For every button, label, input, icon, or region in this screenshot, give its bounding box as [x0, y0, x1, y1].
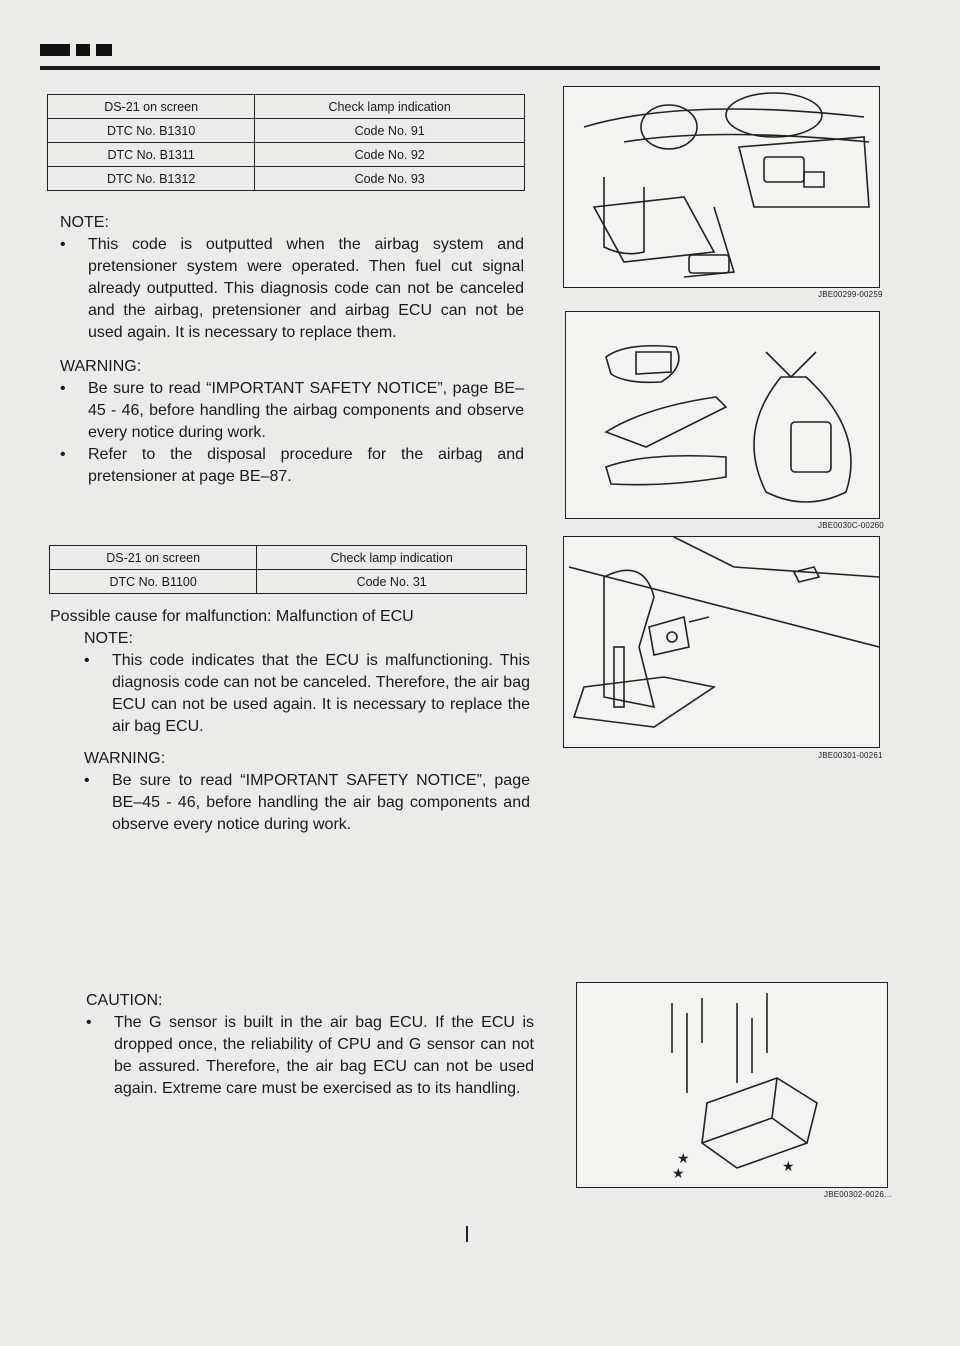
figure-caption: JBE00301-00261 [818, 751, 883, 760]
warning-list [60, 378, 524, 488]
note-list [60, 234, 524, 344]
ecu-location-console-icon [564, 537, 879, 747]
caution-item: • The G sensor is built in the air bag ECU. If the ECU is dropped once, the reliability of CPU and G sensor can not be assured. Therefore, the air bag ECU can not be used again. Extreme care must be exercised as to its handling. [86, 1012, 534, 1100]
warning-item: • Be sure to read “IMPORTANT SAFETY NOTICE”, page BE–45 - 46, before handling the air bag components and observe every notice during work. [84, 770, 530, 836]
table-row [48, 143, 525, 167]
airbag-deployed-cabin-icon [564, 87, 879, 287]
warning-block-1 [60, 356, 524, 488]
caution-list [86, 1012, 534, 1100]
table-row [48, 167, 525, 191]
table-header-row [48, 95, 525, 119]
table-row [50, 570, 527, 594]
table-cell: DTC No. B1310 [48, 119, 255, 143]
figure-ecu-location [563, 536, 880, 748]
dtc-table-ecu [49, 545, 527, 594]
note-heading: NOTE: [60, 214, 109, 231]
svg-text:★: ★ [672, 1165, 685, 1181]
note-block-1 [60, 212, 524, 344]
possible-cause: Possible cause for malfunction: Malfunction of ECU [50, 608, 414, 625]
figure-caption: JBE00299-00259 [818, 290, 883, 299]
table-cell: Code No. 31 [257, 570, 527, 594]
warning-item: • Refer to the disposal procedure for the airbag and pretensioner at page BE–87. [60, 444, 524, 488]
svg-text:★: ★ [782, 1158, 795, 1174]
page-number-mark [466, 1226, 468, 1242]
cause-text [50, 606, 530, 628]
warning-heading: WARNING: [84, 750, 166, 767]
header-rule [40, 66, 880, 70]
table-header-row [50, 546, 527, 570]
warning-item: • Be sure to read “IMPORTANT SAFETY NOTICE”, page BE–45 - 46, before handling the airbag components and observe every notice during work. [60, 378, 524, 444]
caution-heading: CAUTION: [86, 992, 163, 1009]
table-cell: DTC No. B1312 [48, 167, 255, 191]
dtc-table-airbag [47, 94, 525, 191]
note-item: • This code is outputted when the airbag system and pretensioner system were operated. Then fuel cut signal already outputted. This diagnosis code can not be canceled and the airbag, pretensioner and airbag ECU can not be used again. It is necessary to replace them. [60, 234, 524, 344]
table-cell: DTC No. B1311 [48, 143, 255, 167]
figure-caption: JBE00302-0026… [824, 1190, 893, 1199]
note-block-2 [84, 628, 530, 738]
table-cell: Code No. 93 [255, 167, 525, 191]
figure-caption: JBE0030C-00260 [818, 521, 884, 530]
table-cell: DTC No. B1100 [50, 570, 257, 594]
table-header-cell: DS-21 on screen [48, 95, 255, 119]
figure-cabin-airbag [563, 86, 880, 288]
table-header-cell: DS-21 on screen [50, 546, 257, 570]
gloves-goggles-disposal-bag-icon [566, 312, 879, 518]
warning-heading: WARNING: [60, 358, 142, 375]
table-header-cell: Check lamp indication [255, 95, 525, 119]
caution-block [86, 990, 534, 1100]
note-heading: NOTE: [84, 630, 133, 647]
table-row [48, 119, 525, 143]
header-mark [40, 44, 140, 64]
note-list [84, 650, 530, 738]
table-header-cell: Check lamp indication [257, 546, 527, 570]
svg-text:★: ★ [677, 1150, 690, 1166]
dropped-ecu-icon [577, 983, 887, 1187]
figure-dropped-ecu [576, 982, 888, 1188]
note-item: • This code indicates that the ECU is malfunctioning. This diagnosis code can not be canceled. Therefore, the air bag ECU can not be used again. It is necessary to replace the air bag ECU. [84, 650, 530, 738]
warning-list [84, 770, 530, 836]
warning-block-2 [84, 748, 530, 836]
table-cell: Code No. 92 [255, 143, 525, 167]
figure-disposal-gear [565, 311, 880, 519]
table-cell: Code No. 91 [255, 119, 525, 143]
